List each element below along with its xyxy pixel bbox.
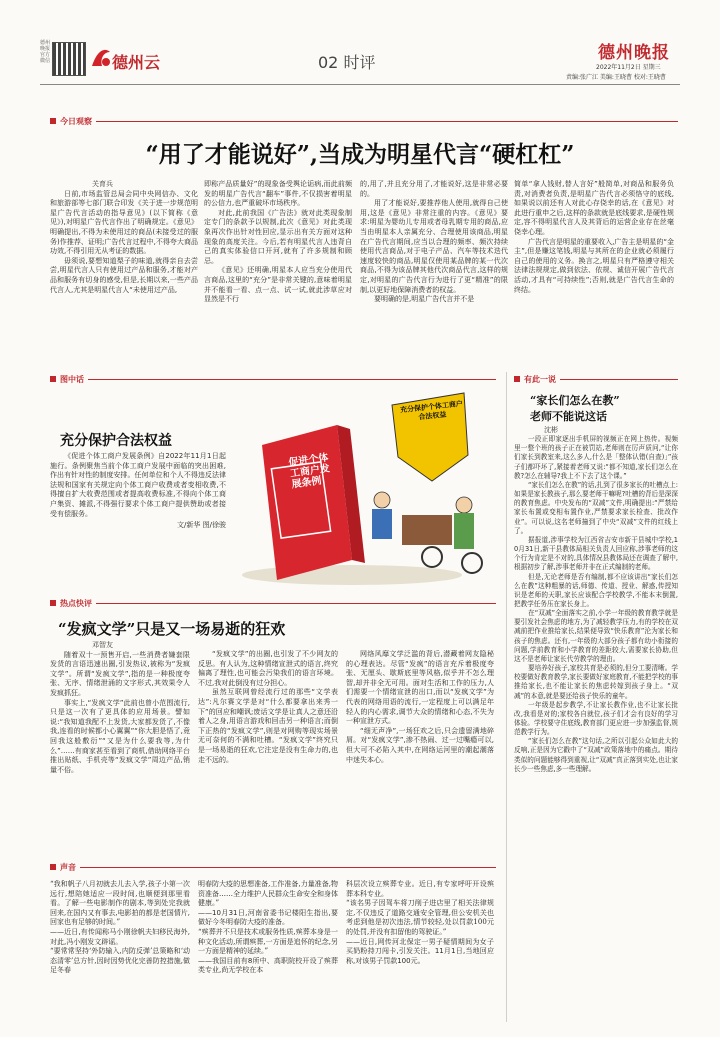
- page-label: 02 时评: [318, 53, 376, 72]
- crazy-col2: [198, 650, 338, 765]
- lead-p: 日前,市场监管总局会同中央网信办、文化和旅游部等七部门联合印发《关于进一步规范明星广告代言活动的指导意见》(以下简称《意见》),对明星广告代言作出了明确规定。《意见》明确提出,不得为未使用过的商品(未接受过的服务)作推荐、证明;广告代言过程中,不得夸大商品功效,不得引用无从考证的数据。: [50, 189, 198, 256]
- voice-source: ——我国目前有8所中、高职院校开设了殡葬类专业,尚无学校在本: [198, 956, 338, 975]
- lead-headline: “用了才能说好”,当成为明星代言“硬杠杠”: [145, 141, 575, 168]
- voice-quote: 明春防大疫的思想准备,工作准备,力量准备,物资准备……全力维护人民群众生命安全和身体健康。”: [198, 880, 338, 908]
- opinion-headline-2: 老师不能说这话: [530, 410, 607, 423]
- cartoon-sign-text: 充分保护个体工商户合法权益: [399, 399, 464, 422]
- lead-p: 《意见》还明确,明星本人应当充分使用代言商品,这里的“充分”是非常关键的,意味着明星并不能看一看、点一点、试一试,就此涉草应对显然是不行: [204, 266, 352, 304]
- voice-quote: “我和帆子八月初就去儿去入学,孩子小第一次远行,想陪她适应一段时间,也顺便到那里看看。了解一些电影制作的剧本,等到处完我就回来,在国内又有事去,电影拍的都是老国情片,回家也有足够的时间。”: [50, 880, 190, 927]
- voice-source: ——10月31日,河南省委书记楼阳生指出,要做好今冬明春防大疫的准备。: [198, 908, 338, 927]
- lead-p: 用了才能说好,要推荐他人使用,就得自己使用,这是《意见》非常注重的内容。《意见》要求:明星为婴幼儿专用或者母乳期专用的商品,应当由明星本人亲属充分、合理使用该商品,明星在广告代言期间,应当以合理的频率、频次持续使用代言商品,对于电子产品、汽车等技术迭代速度较快的商品,明星仅使用某品牌的某一代次商品,不得为该品牌其他代次商品代言,这样的规定,对明星的广告代言行为进行了更“精准”的限制,以更好地保障消费者的权益。: [360, 199, 508, 294]
- crazy-col1: [50, 641, 190, 775]
- section-bar-hot: [50, 598, 496, 608]
- paper-name-logo: 德州晚报: [598, 43, 670, 63]
- lead-p: 毋须说,要想知道梨子的味道,就得亲自去尝尝,明星代言人只有使用过产品和服务,才能对产品和服务有切身的感受,但是,长期以来,一些产品代言人,尤其是明星代言人“未使用过产品,: [50, 256, 198, 294]
- voices-col3: [346, 880, 494, 966]
- section-label: 热点快评: [60, 598, 92, 608]
- lead-col4: [514, 180, 674, 295]
- lead-col1: [50, 180, 198, 295]
- logo-icon: [90, 46, 112, 70]
- lead-col2: [204, 180, 352, 305]
- cartoon-text: 《促进个体工商户发展条例》自2022年11月1日起施行。条例聚焦当前个体工商户发展中面临的突出困难,作出有针对性的制度安排。任何单位和个人不得违反法律法规和国家有关规定向个体工商户收费或者变相收费,不得擅自扩大收费范围或者提高收费标准,不得向个体工商户集资、摊派,不得强行要求个体工商户提供赞助或者接受有偿服务。: [50, 452, 226, 518]
- section-bar-cartoon: [50, 374, 496, 384]
- opinion-p: 要培养好孩子,家校共育是必须的,但分工要清晰。学校要做好教育教学,家长要做好家庭教育,不能把学校的事推给家长,也不能让家长的焦虑转嫁到孩子身上。“双减”的本意,就是要还给孩子快乐的童年。: [514, 664, 678, 700]
- voices-col2: [198, 880, 338, 976]
- opinion-p: “家长们怎么在教”的话,扎到了很多家长的吐槽点上:如果是家长教孩子,那么要老师干嘛呢?吐槽的背后是深深的教育焦虑。中央发布的“双减”文件,明确提出:“严禁给家长布置或变相布置作业,严禁要求家长检查、批改作业”。可以说,这名老师撞到了中央“双减”文件的红线上了。: [514, 480, 678, 535]
- opinion-p: 一段正即家逐出手机屏的视频正在网上热传。视频里一整个班的孩子正在被罚站,老师则在厉声质问,“让你们家长到教室来,这么多人,什么是「整体认错(自查)」”孩子们都吓坏了,紧接着老师又说:“都不知道,家长们怎么在教?怎么在辅导?我上不下去了这个课。”: [514, 435, 678, 480]
- section-label: 声音: [60, 862, 76, 872]
- crazy-p: 虽然互联网曾经流行过的那些“文学表达”:凡尔赛文学是对“什么都要拿出来秀一下”的回应和嘲讽;废话文学是让真人之意还沿着人之身,用语言游戏和回击另一种语言;而倒下正热的“发疯文学”,则是对网购等现实场景无可奈何的不满和吐槽。“发疯文学”终究只是一场易逝的狂欢,它注定是没有生命力的,也走不远的。: [198, 688, 338, 764]
- section-label: 图中话: [60, 374, 84, 384]
- editors-line: 责编:张广江 美编:王晓曹 校对:王晓曹: [566, 74, 666, 81]
- voice-source: ——近日,有传闻称马小刚徐帆夫妇移民海外,对此,冯小刚发文辟谣。: [50, 927, 190, 946]
- lead-p: 简单“拿人钱财,替人言好”般简单,对商品和服务负责,对消费者负责,是明星广告代言必须恪守的底线,如果说以前还有人对此心存侥幸的话,在《意见》对此进行重申之后,这样的条款就是底线要求,是硬性规定,容不得明星代言人及其背后的运营企业存在丝毫侥幸心理。: [514, 180, 674, 236]
- cartoon-credit: 文/新华 图/徐骏: [177, 521, 226, 530]
- header-rule: [40, 84, 680, 85]
- section-marker-icon: [50, 118, 56, 124]
- qr-code-icon: [52, 42, 86, 76]
- crazy-p: 网络风靡文学泛滥的背后,潜藏着网友隐秘的心理表达。尽管“发疯”的语言充斥着极度夸张、无厘头、歇斯底里等风格,似乎并不怎么理智,却并非全无可用。面对生活和工作的压力,人们需要一个情绪宣泄的出口,而以“发疯文学”为代表的网络用语的流行,一定程度上可以满足年轻人的内心需求,调节大众的情绪和心态,不失为一种宣泄方式。: [346, 650, 494, 726]
- voice-source: 科层次设立殡葬专业。近日,有专家呼吁开设殡葬本科专业。: [346, 880, 494, 898]
- opinion-headline-1: “家长们怎么在教”: [530, 394, 620, 407]
- lead-p: 对此,此前我国《广告法》就对此类现象制定专门的条款予以规制,此次《意见》对此类现象再次作出针对性回应,显示出有关方面对这种现象的高度关注。今后,若有明星代言人违背自己的真实体验信口开河,就有了许多规制和顾忌。: [204, 208, 352, 265]
- opinion-p: 一年级是起步教学,不让家长教作业,也不让家长批改,我看是对的;家校各自就位,孩子们才会有良好的学习体验。学校要守住底线,教育部门更应进一步加强监督,规范教学行为。: [514, 700, 678, 737]
- cartoon-body: [50, 452, 226, 531]
- opinion-author: 沈彬: [544, 426, 558, 434]
- cartoon-title: 充分保护合法权益: [60, 433, 172, 449]
- qr-caption: 德州晚报官方微信: [40, 40, 51, 64]
- cartoon-illustration: [232, 385, 494, 590]
- crazy-p: 随着双十一预售开启,一些消费者嫌套限发货的言语迅速出圈,引发热议,被称为“发疯文学”。所谓“发疯文学”,指的是一种极度夸张、无序、情绪泄涌的文字形式,其效果令人发疯抓狂。: [50, 650, 190, 697]
- logo-text: 德州云: [112, 53, 161, 72]
- lead-p: 的,用了,并且充分用了,才能说好,这是非常必要的。: [360, 180, 508, 198]
- lead-p: 即称产品质量好”的现象备受舆论诟病,而此前频发的明星广告代言“翻车”事件,不仅损害着明星的公信力,也严重破坏市场秩序。: [204, 180, 352, 208]
- opinion-p: 据报道,涉事学校为江西省吉安市新干县城中学校,10月31日,新干县教体局相关负责人回应称,涉事老师的这个行为肯定是不对的,具体情况县教体局还在调查了解中,根据初步了解,涉事老师并非在正式编制的老师。: [514, 535, 678, 572]
- opinion-p: “家长们怎么在教”这句话,之所以引起公众如此大的反响,正是因为它戳中了“双减”政策落地中的痛点。期待类似的问题能够得到重视,让“双减”真正落到实处,也让家长少一些焦虑,多一些理解。: [514, 737, 678, 773]
- column-divider: [506, 372, 507, 1022]
- lead-p: 广告代言是明星的重要收入,广告主是明星的“金主”,但是赚这笔钱,明星与其所在的企业就必须履行自己的使用的义务。换言之,明星只有严格遵守相关法律法规规定,做到依法、依规、诚信开展广告代言活动,才具有“可持续性”;否则,就是广告代言生命的终结。: [514, 237, 674, 294]
- crazy-p: “细无声净”,一场狂欢之后,只会遗留满地碎屑。对“发疯文学”,渗不热闹、过一过嘴瘾可以,但大可不必陷入其中,在网络运河里的潮起潮落中迷失本心。: [346, 726, 494, 764]
- voice-source: ——近日,网传河北保定一男子疑情期间为女子买奶粉持刀闯卡,引发关注。11月1日,当地回应称,对该男子罚款100元。: [346, 937, 494, 965]
- opinion-body: [514, 426, 678, 774]
- voice-quote: “要常常坚持‘外防输入,内防反弹’总策略和‘动态清零’总方针,因时因势优化完善防控措施,做足冬春: [50, 947, 190, 975]
- section-bar-voices: [50, 862, 496, 872]
- date-line: 2022年11月2日 星期三: [596, 64, 661, 71]
- section-bar-today: [50, 116, 678, 126]
- voices-col1: [50, 880, 190, 976]
- section-label: 有此一说: [524, 374, 556, 384]
- crazy-p: 事实上,“发疯文学”此前也曾小范围流行,只是这一次有了更具体的应用场景。譬如说:“我知道我配不上发货,大家都发货了,不像我,连看的时候都小心翼翼”“你大胆是悟了,竟回我这般敷衍”“又是为什么要我等,为什么”……有商家甚至看到了商机,借助网络平台推出贴纸、手机壳等“发疯文学”周边产品,销量不俗。: [50, 698, 190, 774]
- crazy-p: “发疯文学”的出圈,也引发了不少网友的反思。有人认为,这种情绪宣泄式的语言,终究偏离了理性,也可能会污染我们的语言环境。不过,我对此倒没有过分担心。: [198, 650, 338, 687]
- opinion-p: 但是,无论老师是否有编制,都不应该讲出“家长们怎么在教”这种粗暴的话,师德、传道、授业、解惑,传授知识是老师的天职,家长应该配合学校教学,不能本末倒置,把教学任务压在家长身上。: [514, 572, 678, 608]
- crazy-headline: “发疯文学”只是又一场易逝的狂欢: [58, 620, 286, 638]
- lead-author: 关育兵: [92, 180, 113, 188]
- masthead: [0, 0, 720, 88]
- cartoon-book-text: 促进个体工商户发展条例: [287, 452, 331, 491]
- crazy-author: 邓智友: [92, 641, 113, 649]
- voice-quote: “殡葬并不只是技术或服务性质,殡葬本身是一种文化活动,所谓殡葬,一方面是追怀的纪念,另一方面是精神的延续。”: [198, 927, 338, 956]
- section-label: 今日观察: [60, 116, 92, 126]
- opinion-p: 在“双减”全面落实之前,小学一年级的教育教学就是要引发社会焦虑的地方,为了减轻教学压力,有的学校在双减前把作业推给家长,结果便导致“快乐教育”沦为家长和孩子的焦虑。还有,一年级的大部分孩子都有幼小衔接的问题,学前教育和小学教育的差距较大,需要家长协助,但这不是老师让家长代劳教学的理由。: [514, 609, 678, 663]
- voice-quote: “该名男子因驾车将刀削子进店里了相关法律规定,不仅违反了道路交通安全管理,但公安机关也考虑到他是初次违法,情节较轻,处以罚款100元的处罚,并没有扣留他的驾驶证。”: [346, 899, 494, 936]
- crazy-col3: [346, 650, 494, 765]
- lead-p: 要明确的是,明星广告代言并不是: [374, 295, 475, 304]
- lead-col3: [360, 180, 508, 305]
- section-bar-opinion: [514, 374, 678, 384]
